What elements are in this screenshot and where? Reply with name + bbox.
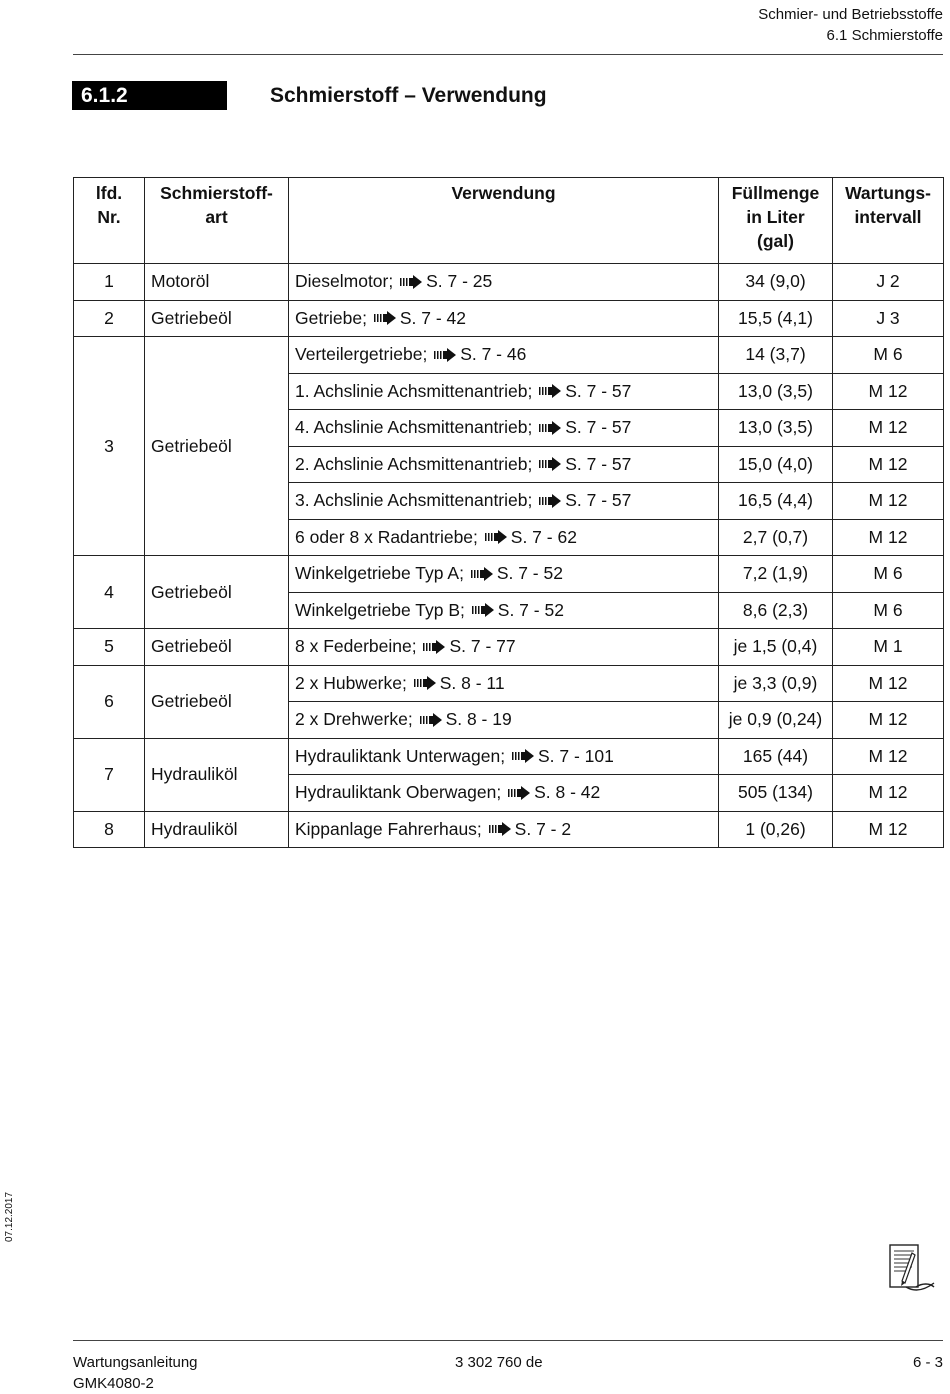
cell-use <box>289 483 719 520</box>
cell-lubricant-type: Motoröl <box>145 264 289 301</box>
table-row <box>74 738 944 775</box>
cell-use <box>289 811 719 848</box>
cell-use <box>289 264 719 301</box>
footer-manual-type: Wartungsanleitung <box>73 1354 198 1371</box>
cell-fill-quantity: 15,5 (4,1) <box>719 300 833 337</box>
page-reference: S. 7 - 52 <box>497 599 564 620</box>
footer-divider <box>73 1340 943 1341</box>
cell-lubricant-type: Getriebeöl <box>145 556 289 629</box>
cell-nr: 8 <box>74 811 145 848</box>
col-header-nr: lfd. Nr. <box>74 178 145 264</box>
header-chapter: Schmier- und Betriebsstoffe <box>758 6 943 23</box>
header-subchapter: 6.1 Schmierstoffe <box>826 27 943 44</box>
cell-nr: 3 <box>74 337 145 556</box>
cell-nr: 1 <box>74 264 145 301</box>
reference-arrow-icon <box>539 457 561 471</box>
reference-arrow-icon <box>434 348 456 362</box>
cell-interval: M 1 <box>833 629 944 666</box>
cell-lubricant-type: Hydrauliköl <box>145 738 289 811</box>
cell-interval: M 12 <box>833 483 944 520</box>
use-text: 3. Achslinie Achsmittenantrieb; <box>295 490 533 511</box>
reference-arrow-icon <box>539 494 561 508</box>
cell-fill-quantity: 13,0 (3,5) <box>719 410 833 447</box>
footer-page-number: 6 - 3 <box>912 1354 943 1371</box>
col-header-fill: Füllmenge in Liter (gal) <box>719 178 833 264</box>
cell-fill-quantity: 8,6 (2,3) <box>719 592 833 629</box>
cell-fill-quantity: je 0,9 (0,24) <box>719 702 833 739</box>
cell-use <box>289 373 719 410</box>
page-reference: S. 8 - 11 <box>439 672 505 693</box>
use-text: Winkelgetriebe Typ B; <box>295 599 465 620</box>
table-body <box>74 264 944 848</box>
col-header-type: Schmierstoff- art <box>145 178 289 264</box>
page-reference: S. 7 - 101 <box>537 745 614 766</box>
cell-interval: J 2 <box>833 264 944 301</box>
table-row <box>74 665 944 702</box>
cell-fill-quantity: 1 (0,26) <box>719 811 833 848</box>
reference-arrow-icon <box>539 421 561 435</box>
use-text: 4. Achslinie Achsmittenantrieb; <box>295 417 533 438</box>
cell-use <box>289 629 719 666</box>
page-reference: S. 7 - 77 <box>449 636 516 657</box>
page-reference: S. 7 - 57 <box>565 453 632 474</box>
section-number: 6.1.2 <box>72 81 227 110</box>
reference-arrow-icon <box>508 786 530 800</box>
reference-arrow-icon <box>420 713 442 727</box>
cell-use <box>289 556 719 593</box>
cell-lubricant-type: Getriebeöl <box>145 300 289 337</box>
page-header <box>758 4 943 46</box>
page-reference: S. 7 - 25 <box>426 271 493 292</box>
use-text: 2. Achslinie Achsmittenantrieb; <box>295 453 533 474</box>
table-header-row <box>74 178 944 264</box>
use-text: Getriebe; <box>295 307 367 328</box>
page-reference: S. 7 - 52 <box>496 563 563 584</box>
page-reference: S. 7 - 57 <box>565 380 632 401</box>
cell-fill-quantity: je 3,3 (0,9) <box>719 665 833 702</box>
cell-interval: M 12 <box>833 519 944 556</box>
use-text: Winkelgetriebe Typ A; <box>295 563 464 584</box>
lubricant-table <box>73 177 944 848</box>
cell-lubricant-type: Hydrauliköl <box>145 811 289 848</box>
cell-nr: 7 <box>74 738 145 811</box>
cell-interval: M 12 <box>833 665 944 702</box>
cell-interval: M 12 <box>833 738 944 775</box>
reference-arrow-icon <box>400 275 422 289</box>
cell-interval: M 6 <box>833 556 944 593</box>
page-reference: S. 7 - 57 <box>565 490 632 511</box>
page-reference: S. 7 - 2 <box>514 818 572 839</box>
cell-use <box>289 665 719 702</box>
table-row <box>74 556 944 593</box>
cell-fill-quantity: 7,2 (1,9) <box>719 556 833 593</box>
cell-fill-quantity: 13,0 (3,5) <box>719 373 833 410</box>
cell-interval: M 6 <box>833 337 944 374</box>
use-text: 2 x Hubwerke; <box>295 672 407 693</box>
reference-arrow-icon <box>539 384 561 398</box>
cell-use <box>289 446 719 483</box>
reference-arrow-icon <box>414 676 436 690</box>
cell-use <box>289 775 719 812</box>
use-text: 2 x Drehwerke; <box>295 709 413 730</box>
side-date: 07.12.2017 <box>4 1191 15 1242</box>
page-reference: S. 8 - 42 <box>534 782 601 803</box>
reference-arrow-icon <box>485 530 507 544</box>
use-text: 1. Achslinie Achsmittenantrieb; <box>295 380 533 401</box>
cell-use <box>289 410 719 447</box>
section-title: Schmierstoff – Verwendung <box>270 84 547 107</box>
reference-arrow-icon <box>472 603 494 617</box>
cell-use <box>289 519 719 556</box>
cell-use <box>289 300 719 337</box>
cell-fill-quantity: 2,7 (0,7) <box>719 519 833 556</box>
page-reference: S. 8 - 19 <box>445 709 512 730</box>
cell-use <box>289 337 719 374</box>
cell-fill-quantity: 16,5 (4,4) <box>719 483 833 520</box>
use-text: Hydrauliktank Oberwagen; <box>295 782 502 803</box>
use-text: Kippanlage Fahrerhaus; <box>295 818 482 839</box>
use-text: Dieselmotor; <box>295 271 394 292</box>
table-row <box>74 337 944 374</box>
footer-model: GMK4080-2 <box>73 1375 154 1392</box>
use-text: 8 x Federbeine; <box>295 636 417 657</box>
cell-fill-quantity: je 1,5 (0,4) <box>719 629 833 666</box>
use-text: 6 oder 8 x Radantriebe; <box>295 526 478 547</box>
page-reference: S. 7 - 62 <box>510 526 577 547</box>
table-row <box>74 300 944 337</box>
cell-interval: M 12 <box>833 410 944 447</box>
cell-fill-quantity: 505 (134) <box>719 775 833 812</box>
col-header-interval: Wartungs- intervall <box>833 178 944 264</box>
cell-fill-quantity: 34 (9,0) <box>719 264 833 301</box>
use-text: Hydrauliktank Unterwagen; <box>295 745 506 766</box>
cell-use <box>289 702 719 739</box>
footer-left <box>73 1352 198 1394</box>
cell-use <box>289 738 719 775</box>
table-row <box>74 811 944 848</box>
cell-interval: M 12 <box>833 446 944 483</box>
footer-doc-number: 3 302 760 de <box>455 1354 543 1371</box>
cell-interval: M 12 <box>833 775 944 812</box>
cell-interval: M 12 <box>833 811 944 848</box>
cell-lubricant-type: Getriebeöl <box>145 337 289 556</box>
cell-nr: 6 <box>74 665 145 738</box>
cell-fill-quantity: 165 (44) <box>719 738 833 775</box>
cell-nr: 2 <box>74 300 145 337</box>
table-row <box>74 264 944 301</box>
reference-arrow-icon <box>374 311 396 325</box>
header-divider <box>73 54 943 55</box>
cell-lubricant-type: Getriebeöl <box>145 665 289 738</box>
reference-arrow-icon <box>512 749 534 763</box>
cell-lubricant-type: Getriebeöl <box>145 629 289 666</box>
cell-interval: M 6 <box>833 592 944 629</box>
cell-interval: M 12 <box>833 373 944 410</box>
cell-fill-quantity: 15,0 (4,0) <box>719 446 833 483</box>
reference-arrow-icon <box>489 822 511 836</box>
reference-arrow-icon <box>471 567 493 581</box>
page-reference: S. 7 - 42 <box>399 307 467 328</box>
cell-nr: 4 <box>74 556 145 629</box>
cell-interval: J 3 <box>833 300 944 337</box>
page-reference: S. 7 - 57 <box>565 417 632 438</box>
cell-fill-quantity: 14 (3,7) <box>719 337 833 374</box>
page-reference: S. 7 - 46 <box>460 344 527 365</box>
manual-document-icon <box>886 1243 938 1298</box>
table-row <box>74 629 944 666</box>
cell-nr: 5 <box>74 629 145 666</box>
col-header-use: Verwendung <box>289 178 719 264</box>
cell-use <box>289 592 719 629</box>
use-text: Verteilergetriebe; <box>295 344 428 365</box>
reference-arrow-icon <box>423 640 445 654</box>
cell-interval: M 12 <box>833 702 944 739</box>
